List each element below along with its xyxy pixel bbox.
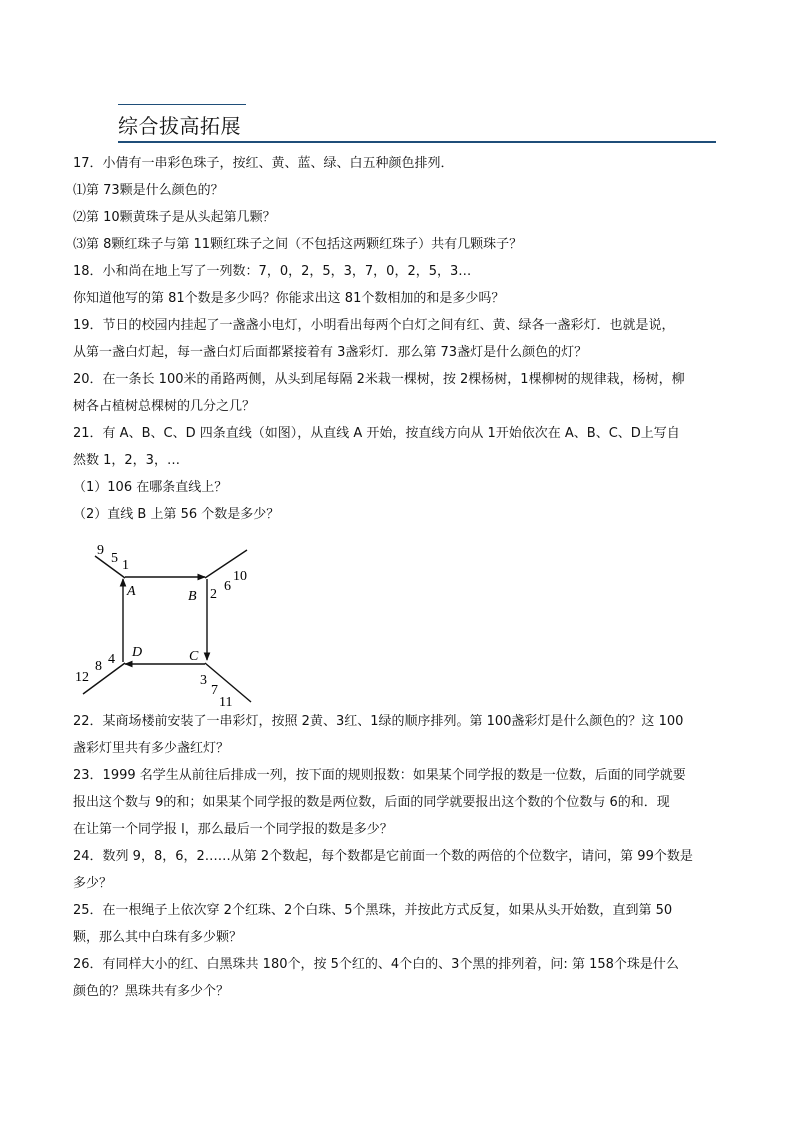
problem-20-line-1: 20．在一条长 100米的甬路两侧，从头到尾每隔 2米栽一棵树，按 2棵杨树，1棵柳树的规律栽，杨树，柳 — [73, 372, 685, 387]
problem-23-line-2: 报出这个数与 9的和；如果某个同学报的数是两位数，后面的同学就要报出这个数的个位数与 6的和．现 — [73, 795, 670, 810]
label-d: D — [132, 645, 143, 660]
num-5: 5 — [111, 551, 118, 566]
num-6: 6 — [224, 579, 231, 594]
problem-17-part-3: ⑶第 8颗红珠子与第 11颗红珠子之间（不包括这两颗红珠子）共有几颗珠子？ — [73, 237, 523, 252]
problem-18: 18．小和尚在地上写了一列数：7，0，2，5，3，7，0，2，5，3… — [73, 264, 472, 279]
line-d-diagonal — [83, 663, 125, 694]
header-rule — [118, 141, 716, 143]
num-4: 4 — [108, 652, 115, 667]
problem-17-part-1: ⑴第 73颗是什么颜色的？ — [73, 183, 224, 198]
problem-18-question: 你知道他写的第 81个数是多少吗？你能求出这 81个数相加的和是多少吗？ — [73, 291, 505, 306]
label-a: A — [127, 584, 136, 599]
problem-21-part-1: （1）106 在哪条直线上？ — [73, 480, 228, 495]
problem-26-line-2: 颜色的？黑珠共有多少个？ — [73, 984, 230, 999]
num-7: 7 — [211, 683, 218, 698]
section-title: 综合拔高拓展 — [118, 114, 241, 138]
problem-26-line-1: 26．有同样大小的红、白黑珠共 180个，按 5个红的、4个白的、3个黑的排列着，问: 第 158个珠是什么 — [73, 957, 679, 972]
num-8: 8 — [95, 659, 102, 674]
problem-22-line-1: 22．某商场楼前安装了一串彩灯，按照 2黄、3红、1绿的顺序排列。第 100盏彩灯是什么颜色的？这 100 — [73, 714, 684, 729]
num-2: 2 — [210, 587, 217, 602]
problem-22-line-2: 盏彩灯里共有多少盏红灯？ — [73, 741, 230, 756]
problem-21-line-1: 21．有 A、B、C、D 四条直线（如图），从直线 A 开始，按直线方向从 1开始依次在 A、B、C、D上写自 — [73, 426, 680, 441]
problem-24-line-1: 24．数列 9，8，6，2……从第 2个数起，每个数都是它前面一个数的两倍的个位数字，请问，第 99个数是 — [73, 849, 693, 864]
problem-23-line-3: 在让第一个同学报 l，那么最后一个同学报的数是多少？ — [73, 822, 393, 837]
line-a-diagonal — [95, 556, 125, 578]
num-10: 10 — [233, 569, 247, 584]
four-lines-figure — [73, 542, 263, 714]
num-3: 3 — [200, 673, 207, 688]
problem-19-line-2: 从第一盏白灯起，每一盏白灯后面都紧接着有 3盏彩灯．那么第 73盏灯是什么颜色的灯？ — [73, 345, 588, 360]
problem-21-part-2: （2）直线 B 上第 56 个数是多少？ — [73, 507, 280, 522]
problem-17: 17．小倩有一串彩色珠子，按红、黄、蓝、绿、白五种颜色排列． — [73, 156, 454, 171]
num-9: 9 — [97, 543, 104, 558]
problem-17-part-2: ⑵第 10颗黄珠子是从头起第几颗？ — [73, 210, 276, 225]
label-b: B — [188, 589, 197, 604]
num-12: 12 — [75, 670, 89, 685]
num-11: 11 — [219, 695, 233, 710]
problem-20-line-2: 树各占植树总棵树的几分之几？ — [73, 399, 256, 414]
problem-24-line-2: 多少？ — [73, 876, 113, 891]
problem-21-line-2: 然数 1，2，3，… — [73, 453, 180, 468]
problem-25-line-1: 25．在一根绳子上依次穿 2个红珠、2个白珠、5个黑珠，并按此方式反复，如果从头开始数，直到第 50 — [73, 903, 673, 918]
problem-25-line-2: 颗，那么其中白珠有多少颗？ — [73, 930, 243, 945]
num-1: 1 — [122, 558, 129, 573]
header-top-line — [118, 104, 246, 105]
problem-23-line-1: 23．1999 名学生从前往后排成一列，按下面的规则报数：如果某个同学报的数是一位数，后面的同学就要 — [73, 768, 686, 783]
label-c: C — [189, 649, 199, 664]
problem-19-line-1: 19．节日的校园内挂起了一盏盏小电灯，小明看出每两个白灯之间有红、黄、绿各一盏彩灯．也就是说， — [73, 318, 675, 333]
